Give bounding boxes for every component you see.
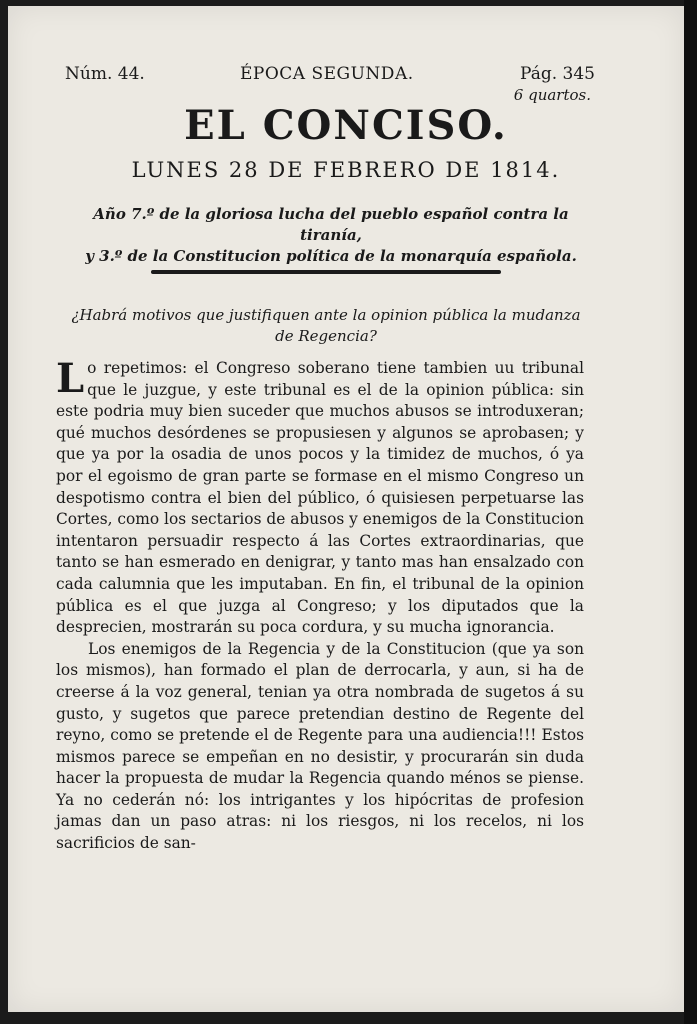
scan-border <box>684 0 697 1024</box>
masthead-row <box>65 60 599 104</box>
issue-number: Núm. 44. <box>65 64 145 84</box>
subtitle-line-2: y 3.º de la Constitucion política de la monarquía española. <box>85 247 577 265</box>
paragraph-1 <box>56 355 584 639</box>
drop-cap: L <box>56 355 85 402</box>
article-body <box>56 355 584 855</box>
price-label: 6 quartos. <box>513 86 591 104</box>
divider-rule <box>151 270 501 274</box>
article-heading: ¿Habrá motivos que justifiquen ante la opinion pública la mudanza de Regencia? <box>71 306 581 345</box>
issue-date: LUNES 28 DE FEBRERO DE 1814. <box>131 158 561 182</box>
subtitle-line-1: Año 7.º de la gloriosa lucha del pueblo español contra la tiranía, <box>93 205 569 244</box>
newspaper-title: EL CONCISO. <box>184 102 508 149</box>
page-number: Pág. 345 <box>520 64 595 84</box>
paragraph-1-text: o repetimos: el Congreso soberano tiene tambien uu tribunal que le juzgue, y este tribunal es el de la opinion pública: sin este podria muy bien suceder que muchos abusos se introduxeran; qué muchos desórdenes se propusiesen y algunos se aprobasen; y que ya por la osadia de unos pocos y la timidez de muchos, ó ya por el egoismo de gran parte se formase en el mismo Congreso un despotismo contra el bien del público, ó quisiesen perpetuarse las Cortes, como los sectarios de abusos y enemigos de la Constitucion intentaron persuadir respecto á las Cortes extraordinarias, que tanto se han esmerado en denigrar, y tanto mas han ensalzado con cada calumnia que les imputaban. En fin, el tribunal de la opinion pública es el que juzga al Congreso; y los diputados que la desprecien, mostrarán su poca cordura, y su mucha ignorancia. <box>56 359 584 637</box>
epoch-label: ÉPOCA SEGUNDA. <box>240 64 414 84</box>
newspaper-page <box>8 6 684 1012</box>
paragraph-2: Los enemigos de la Regencia y de la Constitucion (que ya son los mismos), han formado el plan de derrocarla, y aun, si ha de creerse á la voz general, tenian ya otra nombrada de sugetos á su gusto, y sugetos que parece pretendian destino de Regente del reyno, como se pretende el de Regente para una audiencia!!! Estos mismos parece se empeñan en no desistir, y procurarán sin duda hacer la propuesta de mudar la Regencia quando ménos se piense. Ya no cederán nó: los intrigantes y los hipócritas de profesion jamas dan un paso atras: ni los riesgos, ni los recelos, ni los sacrificios de san- <box>56 639 584 853</box>
subtitle <box>64 204 598 267</box>
